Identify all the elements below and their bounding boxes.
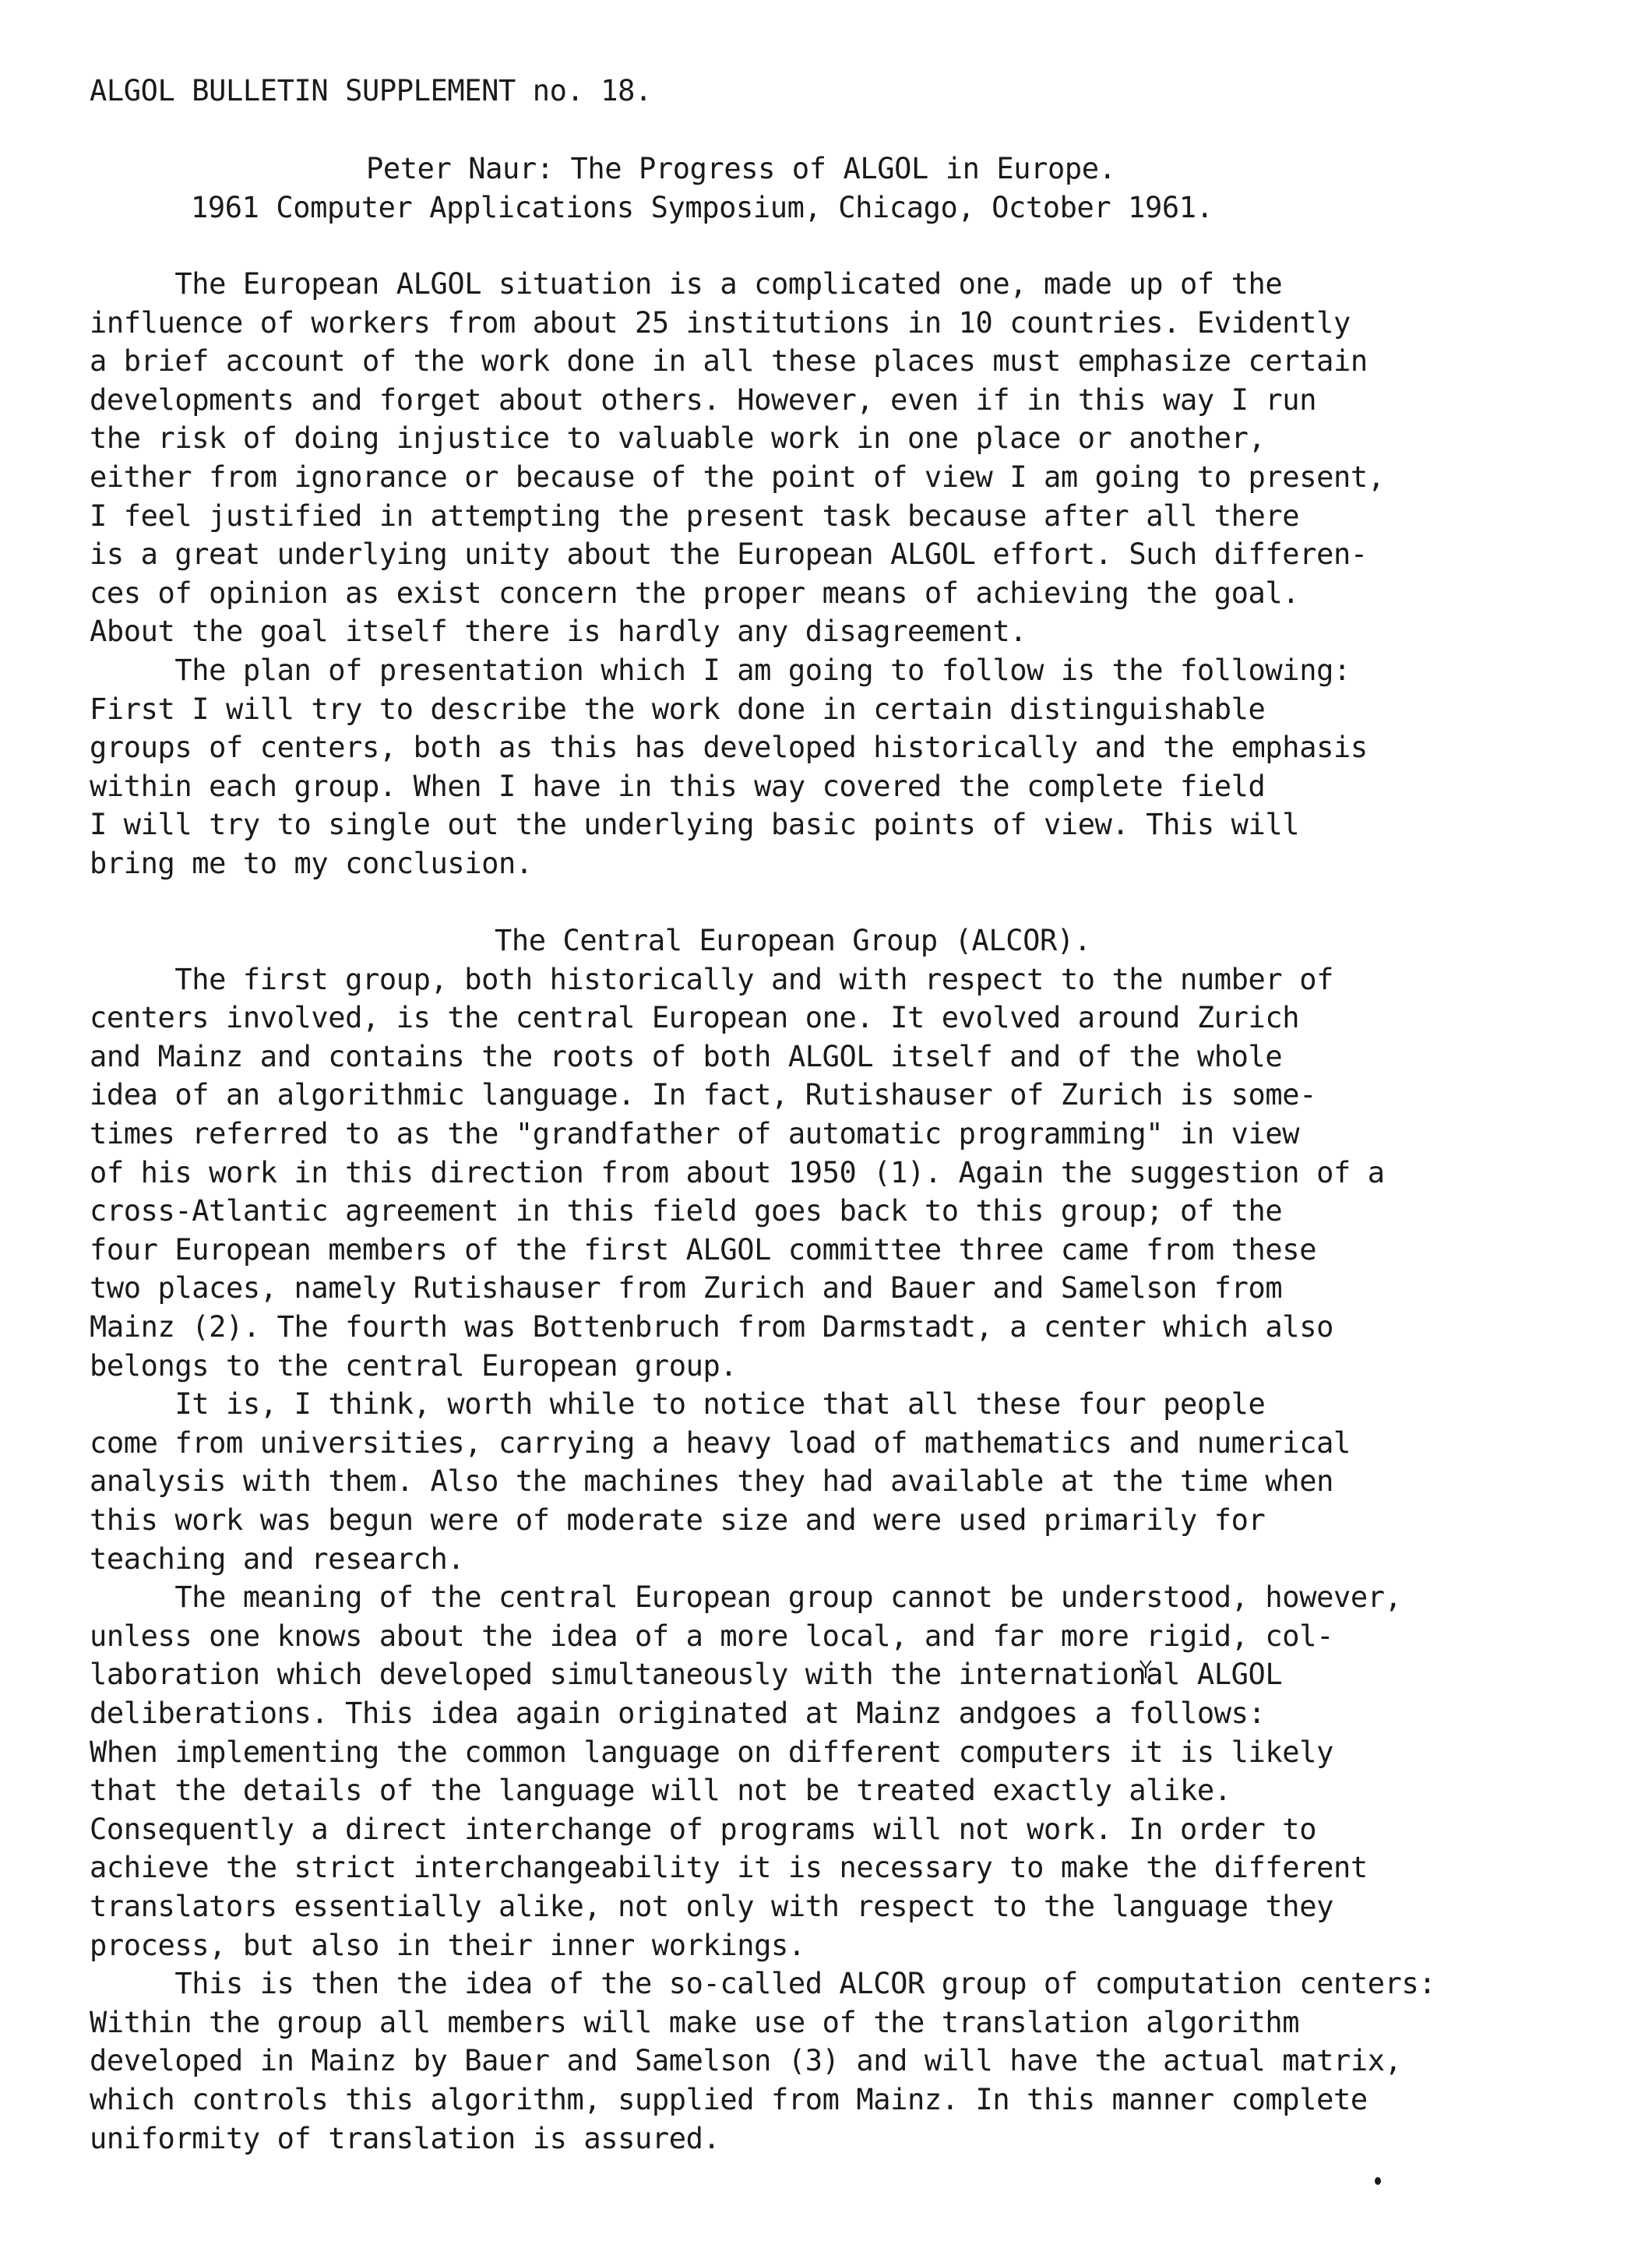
text-line: bring me to my conclusion. bbox=[90, 846, 533, 880]
text-line: translators essentially alike, not only with respect to the language they bbox=[90, 1889, 1333, 1923]
text-line: process, but also in their inner workings. bbox=[90, 1928, 805, 1962]
text-line: laboration which developed simultaneously with the international ALGOL bbox=[90, 1658, 1283, 1692]
text-line: a brief account of the work done in all these places must emphasize certain bbox=[90, 344, 1368, 379]
ink-dot bbox=[1375, 2177, 1381, 2185]
text-line: which controls this algorithm, supplied from Mainz. In this manner complete bbox=[90, 2082, 1368, 2116]
text-line: achieve the strict interchangeability it is necessary to make the different bbox=[90, 1851, 1368, 1885]
bulletin-header: ALGOL BULLETIN SUPPLEMENT no. 18. bbox=[90, 74, 652, 107]
text-line: When implementing the common language on different computers it is likely bbox=[90, 1735, 1333, 1769]
title-author-line: Peter Naur: The Progress of ALGOL in Europe. bbox=[366, 152, 1116, 185]
text-line: groups of centers, both as this has developed historically and the emphasis bbox=[90, 731, 1368, 765]
text-line: The first group, both historically and with respect to the number of bbox=[90, 962, 1333, 996]
text-line: belongs to the central European group. bbox=[90, 1348, 738, 1383]
text-line: teaching and research. bbox=[90, 1542, 465, 1576]
text-line: uniformity of translation is assured. bbox=[90, 2121, 720, 2155]
text-line: About the goal itself there is hardly any disagreement. bbox=[90, 615, 1027, 649]
text-line: I will try to single out the underlying basic points of view. This will bbox=[90, 808, 1300, 842]
text-line: within each group. When I have in this way covered the complete field bbox=[90, 769, 1266, 803]
text-line: The plan of presentation which I am going to follow is the following: bbox=[90, 653, 1351, 687]
body-text bbox=[90, 265, 1569, 2158]
handwritten-caret-mark bbox=[1139, 1659, 1153, 1679]
text-line: developments and forget about others. However, even if in this way I run bbox=[90, 382, 1317, 417]
text-line: This is then the idea of the so-called ALCOR group of computation centers: bbox=[90, 1967, 1436, 2001]
text-line: First I will try to describe the work done in certain distinguishable bbox=[90, 692, 1266, 726]
text-line: the risk of doing injustice to valuable work in one place or another, bbox=[90, 421, 1266, 456]
blank-line bbox=[90, 883, 1569, 922]
text-line: this work was begun were of moderate size and were used primarily for bbox=[90, 1503, 1266, 1537]
text-line: four European members of the first ALGOL committee three came from these bbox=[90, 1232, 1317, 1267]
text-line: I feel justified in attempting the present task because after all there bbox=[90, 499, 1300, 533]
text-line: developed in Mainz by Bauer and Samelson (3) and will have the actual matrix, bbox=[90, 2044, 1402, 2078]
text-line: idea of an algorithmic language. In fact, Rutishauser of Zurich is some- bbox=[90, 1078, 1317, 1112]
text-line: centers involved, is the central European one. It evolved around Zurich bbox=[90, 1001, 1300, 1035]
text-line: Within the group all members will make use of the translation algorithm bbox=[90, 2005, 1300, 2039]
text-line: ces of opinion as exist concern the proper means of achieving the goal. bbox=[90, 576, 1300, 610]
text-line: of his work in this direction from about 1950 (1). Again the suggestion of a bbox=[90, 1155, 1385, 1189]
title-event-line: 1961 Computer Applications Symposium, Chicago, October 1961. bbox=[191, 191, 1213, 224]
text-line: either from ignorance or because of the point of view I am going to present, bbox=[90, 460, 1385, 494]
text-line: is a great underlying unity about the European ALGOL effort. Such differen- bbox=[90, 537, 1368, 572]
text-line: cross-Atlantic agreement in this field goes back to this group; of the bbox=[90, 1194, 1283, 1228]
text-line: Mainz (2). The fourth was Bottenbruch from Darmstadt, a center which also bbox=[90, 1310, 1333, 1344]
text-line: that the details of the language will not be treated exactly alike. bbox=[90, 1774, 1231, 1808]
text-line: influence of workers from about 25 institutions in 10 countries. Evidently bbox=[90, 305, 1351, 340]
text-line: come from universities, carrying a heavy load of mathematics and numerical bbox=[90, 1425, 1351, 1460]
text-line: unless one knows about the idea of a more local, and far more rigid, col- bbox=[90, 1619, 1333, 1653]
section-heading: The Central European Group (ALCOR). bbox=[495, 924, 1091, 958]
text-line: The meaning of the central European group cannot be understood, however, bbox=[90, 1580, 1402, 1615]
text-line: Consequently a direct interchange of programs will not work. In order to bbox=[90, 1812, 1317, 1846]
text-line: times referred to as the "grandfather of automatic programming" in view bbox=[90, 1117, 1300, 1151]
text-line: It is, I think, worth while to notice that all these four people bbox=[90, 1387, 1266, 1422]
text-line: analysis with them. Also the machines they had available at the time when bbox=[90, 1464, 1333, 1499]
text-line: The European ALGOL situation is a complicated one, made up of the bbox=[90, 267, 1283, 301]
text-line: deliberations. This idea again originated at Mainz andgoes a follows: bbox=[90, 1696, 1266, 1730]
text-line: and Mainz and contains the roots of both ALGOL itself and of the whole bbox=[90, 1039, 1283, 1073]
text-line: two places, namely Rutishauser from Zurich and Bauer and Samelson from bbox=[90, 1271, 1283, 1305]
